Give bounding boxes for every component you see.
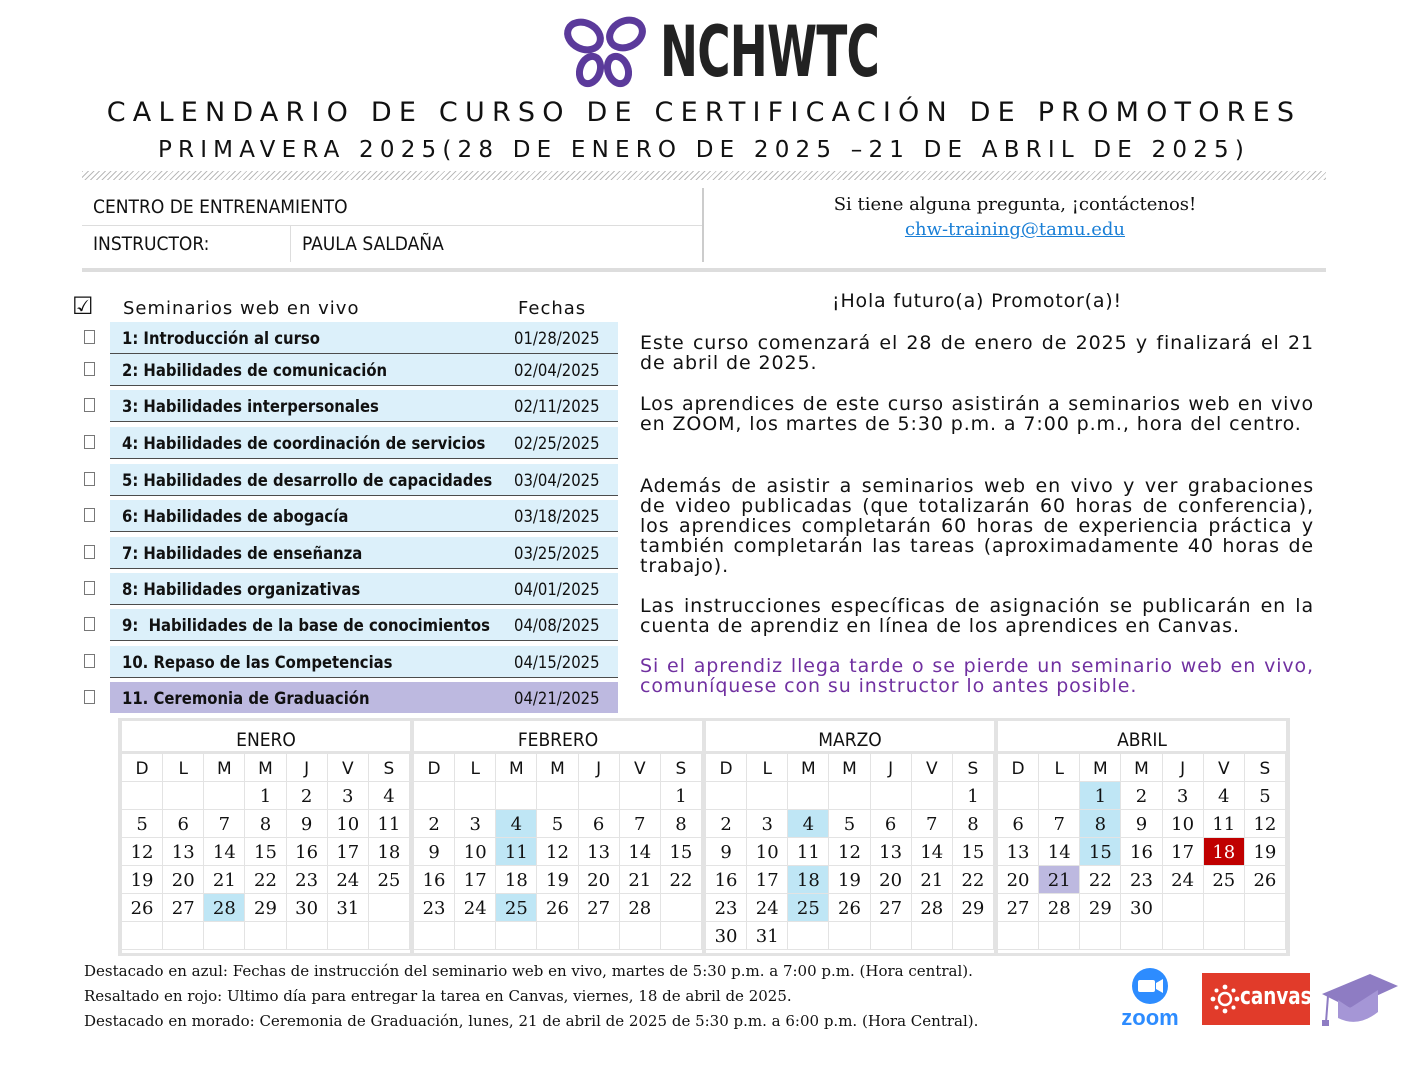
day-cell: 26: [829, 894, 870, 922]
seminar-name: 3: Habilidades interpersonales: [122, 397, 379, 416]
empty-day-cell: [204, 922, 245, 950]
day-cell: 8: [661, 810, 702, 838]
empty-day-cell: [369, 922, 410, 950]
weekday-header: J: [287, 754, 328, 782]
month-name: ABRIL: [998, 721, 1286, 754]
day-cell: 30: [1121, 894, 1162, 922]
day-cell: 18: [496, 866, 537, 894]
empty-day-cell: [579, 782, 620, 810]
day-cell: 5: [829, 810, 870, 838]
seminar-name: 1: Introducción al curso: [122, 329, 320, 348]
day-cell: 31: [747, 922, 788, 950]
day-cell: 28: [912, 894, 953, 922]
day-cell: 2: [287, 782, 328, 810]
day-cell: 25: [496, 894, 537, 922]
intro-paragraph-late-notice: Si el aprendiz llega tarde o se pierde un seminario web en vivo, comuníquese con su instructor lo antes posible.: [640, 655, 1314, 697]
empty-day-cell: [1039, 782, 1080, 810]
day-cell: 6: [871, 810, 912, 838]
seminar-checkbox[interactable]: [84, 330, 95, 344]
seminar-checkbox[interactable]: [84, 581, 95, 595]
day-cell: 15: [1080, 838, 1121, 866]
empty-day-cell: [163, 922, 204, 950]
empty-day-cell: [1245, 894, 1286, 922]
day-cell: 3: [328, 782, 369, 810]
seminar-name: 4: Habilidades de coordinación de servicios: [122, 434, 486, 453]
day-cell: 5: [1245, 782, 1286, 810]
month-calendar: [998, 721, 1286, 953]
empty-day-cell: [369, 894, 410, 922]
zoom-icon: [1114, 968, 1186, 1028]
day-cell: 19: [829, 866, 870, 894]
day-cell: 4: [496, 810, 537, 838]
month-grid: [414, 754, 702, 950]
canvas-icon: [1210, 984, 1240, 1014]
month-name: MARZO: [706, 721, 994, 754]
day-cell: 20: [163, 866, 204, 894]
weekday-header: M: [537, 754, 578, 782]
footnote-red: Resaltado en rojo: Ultimo día para entregar la tarea en Canvas, viernes, 18 de abril de 2025.: [84, 987, 792, 1005]
center-row: [82, 189, 702, 226]
intro-paragraph-4: Las instrucciones específicas de asignación se publicarán en la cuenta de aprendiz en línea de los aprendices en Canvas.: [640, 595, 1314, 637]
instructor-label: INSTRUCTOR:: [93, 233, 210, 255]
seminar-date: 02/04/2025: [514, 361, 600, 380]
weekday-header: D: [706, 754, 747, 782]
day-cell: 1: [661, 782, 702, 810]
day-cell: 27: [998, 894, 1039, 922]
empty-day-cell: [496, 922, 537, 950]
day-cell: 20: [871, 866, 912, 894]
butterfly-logo-icon: [560, 10, 660, 94]
day-cell: 25: [788, 894, 829, 922]
day-cell: 21: [912, 866, 953, 894]
empty-day-cell: [1121, 922, 1162, 950]
weekday-header: L: [163, 754, 204, 782]
day-cell: 9: [706, 838, 747, 866]
contact-email-link[interactable]: chw-training@tamu.edu: [904, 219, 1126, 240]
weekday-header: D: [998, 754, 1039, 782]
empty-day-cell: [747, 782, 788, 810]
empty-day-cell: [788, 922, 829, 950]
seminar-checkbox[interactable]: [84, 472, 95, 486]
day-cell: 18: [369, 838, 410, 866]
footnote-purple: Destacado en morado: Ceremonia de Graduación, lunes, 21 de abril de 2025 de 5:30 p.m. a 6:00 p.m. (Hora Central).: [84, 1012, 979, 1030]
empty-day-cell: [579, 922, 620, 950]
seminar-checkbox[interactable]: [84, 690, 95, 704]
day-cell: 15: [661, 838, 702, 866]
seminar-name: 5: Habilidades de desarrollo de capacidades: [122, 471, 493, 490]
day-cell: 24: [455, 894, 496, 922]
day-cell: 12: [829, 838, 870, 866]
day-cell: 12: [1245, 810, 1286, 838]
empty-day-cell: [661, 922, 702, 950]
seminar-date: 04/15/2025: [514, 653, 600, 672]
empty-day-cell: [661, 894, 702, 922]
day-cell: 10: [747, 838, 788, 866]
day-cell: 2: [414, 810, 455, 838]
day-cell: 13: [998, 838, 1039, 866]
day-cell: 19: [537, 866, 578, 894]
day-cell: 4: [788, 810, 829, 838]
empty-day-cell: [1163, 894, 1204, 922]
month-grid: [706, 754, 994, 950]
day-cell: 22: [953, 866, 994, 894]
day-cell: 22: [245, 866, 286, 894]
zoom-wordmark: zoom: [1121, 1005, 1179, 1028]
empty-day-cell: [1204, 894, 1245, 922]
weekday-header: M: [496, 754, 537, 782]
day-cell: 11: [788, 838, 829, 866]
empty-day-cell: [287, 922, 328, 950]
day-cell: 11: [496, 838, 537, 866]
info-table: [82, 188, 704, 262]
day-cell: 28: [204, 894, 245, 922]
weekday-header: S: [953, 754, 994, 782]
day-cell: 1: [245, 782, 286, 810]
empty-day-cell: [537, 922, 578, 950]
seminar-name: 6: Habilidades de abogacía: [122, 507, 349, 526]
day-cell: 11: [369, 810, 410, 838]
day-cell: 22: [661, 866, 702, 894]
day-cell: 10: [328, 810, 369, 838]
day-cell: 6: [163, 810, 204, 838]
seminar-checkbox[interactable]: [84, 617, 95, 631]
day-cell: 7: [204, 810, 245, 838]
day-cell: 12: [122, 838, 163, 866]
divider: [82, 268, 1326, 272]
day-cell: 31: [328, 894, 369, 922]
day-cell: 26: [537, 894, 578, 922]
day-cell: 16: [1121, 838, 1162, 866]
day-cell: 23: [706, 894, 747, 922]
day-cell: 21: [1039, 866, 1080, 894]
day-cell: 29: [953, 894, 994, 922]
month-calendar: [706, 721, 994, 953]
seminar-checkbox[interactable]: [84, 398, 95, 412]
seminar-row: [110, 609, 618, 641]
empty-day-cell: [788, 782, 829, 810]
day-cell: 14: [204, 838, 245, 866]
seminar-date: 04/01/2025: [514, 580, 600, 599]
day-cell: 17: [1163, 838, 1204, 866]
empty-day-cell: [122, 922, 163, 950]
day-cell: 3: [747, 810, 788, 838]
empty-day-cell: [455, 782, 496, 810]
zoom-logo: [1114, 968, 1186, 1028]
empty-day-cell: [455, 922, 496, 950]
seminar-checkbox[interactable]: [84, 362, 95, 376]
day-cell: 9: [414, 838, 455, 866]
weekday-header: M: [829, 754, 870, 782]
day-cell: 13: [871, 838, 912, 866]
seminar-checkbox[interactable]: [84, 545, 95, 559]
day-cell: 10: [455, 838, 496, 866]
page-title: CALENDARIO DE CURSO DE CERTIFICACIÓN DE PROMOTORES: [106, 97, 1302, 128]
seminar-date: 03/25/2025: [514, 544, 600, 563]
day-cell: 7: [1039, 810, 1080, 838]
day-cell: 25: [369, 866, 410, 894]
weekday-header: D: [414, 754, 455, 782]
weekday-header: M: [788, 754, 829, 782]
seminar-name: 10. Repaso de las Competencias: [122, 653, 393, 672]
day-cell: 14: [620, 838, 661, 866]
day-cell: 6: [579, 810, 620, 838]
day-cell: 8: [953, 810, 994, 838]
day-cell: 5: [537, 810, 578, 838]
day-cell: 28: [1039, 894, 1080, 922]
day-cell: 17: [455, 866, 496, 894]
page-subtitle: PRIMAVERA 2025(28 DE ENERO DE 2025 –21 DE ABRIL DE 2025): [157, 137, 1251, 163]
seminar-row: [110, 464, 618, 496]
day-cell: 19: [1245, 838, 1286, 866]
empty-day-cell: [912, 782, 953, 810]
seminar-row: [110, 500, 618, 532]
empty-day-cell: [1245, 922, 1286, 950]
day-cell: 1: [953, 782, 994, 810]
seminars-column-header: Seminarios web en vivo: [123, 298, 360, 319]
day-cell: 24: [328, 866, 369, 894]
day-cell: 26: [1245, 866, 1286, 894]
day-cell: 30: [287, 894, 328, 922]
day-cell: 24: [747, 894, 788, 922]
day-cell: 23: [1121, 866, 1162, 894]
contact-box: [706, 194, 1324, 240]
day-cell: 15: [245, 838, 286, 866]
day-cell: 1: [1080, 782, 1121, 810]
seminar-row: [110, 322, 618, 354]
seminar-checkbox[interactable]: [84, 654, 95, 668]
empty-day-cell: [912, 922, 953, 950]
day-cell: 23: [287, 866, 328, 894]
weekday-header: V: [1204, 754, 1245, 782]
weekday-header: S: [1245, 754, 1286, 782]
seminar-name: 11. Ceremonia de Graduación: [122, 689, 370, 708]
seminar-date: 03/18/2025: [514, 507, 600, 526]
day-cell: 20: [998, 866, 1039, 894]
footnote-blue: Destacado en azul: Fechas de instrucción del seminario web en vivo, martes de 5:30 p.m. a 7:00 p.m. (Hora central).: [84, 962, 973, 980]
greeting: ¡Hola futuro(a) Promotor(a)!: [832, 290, 1122, 312]
day-cell: 29: [1080, 894, 1121, 922]
day-cell: 16: [287, 838, 328, 866]
seminar-checkbox[interactable]: [84, 508, 95, 522]
seminar-date: 04/08/2025: [514, 616, 600, 635]
day-cell: 21: [620, 866, 661, 894]
day-cell: 27: [579, 894, 620, 922]
contact-text: Si tiene alguna pregunta, ¡contáctenos!: [833, 194, 1197, 215]
day-cell: 26: [122, 894, 163, 922]
day-cell: 2: [1121, 782, 1162, 810]
instructor-row: [82, 226, 702, 262]
day-cell: 4: [1204, 782, 1245, 810]
day-cell: 9: [287, 810, 328, 838]
day-cell: 13: [163, 838, 204, 866]
empty-day-cell: [245, 922, 286, 950]
seminar-row: [110, 427, 618, 459]
month-grid: [122, 754, 410, 950]
canvas-logo: [1202, 973, 1310, 1025]
empty-day-cell: [328, 922, 369, 950]
seminar-row: [110, 354, 618, 386]
weekday-header: J: [579, 754, 620, 782]
center-label: CENTRO DE ENTRENAMIENTO: [93, 196, 348, 218]
weekday-header: V: [912, 754, 953, 782]
graduation-cap-icon: [1318, 968, 1400, 1028]
empty-day-cell: [414, 922, 455, 950]
intro-paragraph-1: Este curso comenzará el 28 de enero de 2025 y finalizará el 21 de abril de 2025.: [640, 332, 1314, 374]
seminar-row: [110, 682, 618, 713]
empty-day-cell: [829, 922, 870, 950]
day-cell: 20: [579, 866, 620, 894]
day-cell: 19: [122, 866, 163, 894]
empty-day-cell: [953, 922, 994, 950]
seminar-date: 02/11/2025: [514, 397, 600, 416]
dates-column-header: Fechas: [518, 298, 587, 319]
month-calendar: [122, 721, 410, 953]
weekday-header: D: [122, 754, 163, 782]
seminar-name: 7: Habilidades de enseñanza: [122, 544, 363, 563]
empty-day-cell: [829, 782, 870, 810]
day-cell: 27: [871, 894, 912, 922]
day-cell: 27: [163, 894, 204, 922]
seminar-date: 02/25/2025: [514, 434, 600, 453]
day-cell: 7: [912, 810, 953, 838]
empty-day-cell: [1080, 922, 1121, 950]
logo-text: NCHWTC: [660, 11, 880, 93]
day-cell: 14: [1039, 838, 1080, 866]
empty-day-cell: [537, 782, 578, 810]
intro-paragraph-2: Los aprendices de este curso asistirán a seminarios web en vivo en ZOOM, los martes de 5:30 p.m. a 7:00 p.m., hora del centro.: [640, 393, 1314, 435]
hatched-divider: [82, 171, 1326, 180]
day-cell: 15: [953, 838, 994, 866]
month-name: FEBRERO: [414, 721, 702, 754]
day-cell: 10: [1163, 810, 1204, 838]
day-cell: 16: [706, 866, 747, 894]
seminar-row: [110, 646, 618, 678]
day-cell: 17: [747, 866, 788, 894]
seminar-row: [110, 537, 618, 569]
seminar-date: 03/04/2025: [514, 471, 600, 490]
day-cell: 22: [1080, 866, 1121, 894]
weekday-header: J: [1163, 754, 1204, 782]
calendar-panel: [118, 718, 1290, 956]
day-cell: 9: [1121, 810, 1162, 838]
instructor-name: PAULA SALDAÑA: [290, 226, 444, 262]
day-cell: 16: [414, 866, 455, 894]
day-cell: 28: [620, 894, 661, 922]
day-cell: 13: [579, 838, 620, 866]
weekday-header: S: [369, 754, 410, 782]
empty-day-cell: [496, 782, 537, 810]
seminar-checkbox[interactable]: [84, 435, 95, 449]
empty-day-cell: [871, 922, 912, 950]
day-cell: 6: [998, 810, 1039, 838]
day-cell: 18: [788, 866, 829, 894]
month-calendar: [414, 721, 702, 953]
day-cell: 11: [1204, 810, 1245, 838]
day-cell: 2: [706, 810, 747, 838]
empty-day-cell: [1204, 922, 1245, 950]
empty-day-cell: [163, 782, 204, 810]
day-cell: 24: [1163, 866, 1204, 894]
intro-paragraph-3: Además de asistir a seminarios web en vivo y ver grabaciones de video publicadas (que totalizarán 60 horas de conferencia), los aprendices completarán 60 horas de experiencia práctica y también completarán las tareas (aproximadamente 40 horas de trabajo).: [640, 475, 1314, 577]
month-name: ENERO: [122, 721, 410, 754]
weekday-header: L: [747, 754, 788, 782]
day-cell: 8: [1080, 810, 1121, 838]
seminar-date: 01/28/2025: [514, 329, 600, 348]
day-cell: 30: [706, 922, 747, 950]
empty-day-cell: [414, 782, 455, 810]
empty-day-cell: [204, 782, 245, 810]
empty-day-cell: [620, 782, 661, 810]
empty-day-cell: [998, 922, 1039, 950]
seminar-row: [110, 390, 618, 422]
day-cell: 3: [1163, 782, 1204, 810]
empty-day-cell: [998, 782, 1039, 810]
day-cell: 14: [912, 838, 953, 866]
empty-day-cell: [620, 922, 661, 950]
seminar-row: [110, 573, 618, 605]
empty-day-cell: [1039, 922, 1080, 950]
day-cell: 7: [620, 810, 661, 838]
canvas-wordmark: canvas: [1240, 982, 1312, 1010]
weekday-header: V: [620, 754, 661, 782]
empty-day-cell: [1163, 922, 1204, 950]
day-cell: 25: [1204, 866, 1245, 894]
weekday-header: M: [1121, 754, 1162, 782]
weekday-header: M: [204, 754, 245, 782]
weekday-header: L: [1039, 754, 1080, 782]
day-cell: 18: [1204, 838, 1245, 866]
checkbox-header-icon: ☑: [72, 292, 94, 320]
day-cell: 21: [204, 866, 245, 894]
day-cell: 3: [455, 810, 496, 838]
seminar-name: 9: Habilidades de la base de conocimientos: [122, 616, 490, 635]
weekday-header: J: [871, 754, 912, 782]
empty-day-cell: [871, 782, 912, 810]
weekday-header: L: [455, 754, 496, 782]
weekday-header: V: [328, 754, 369, 782]
weekday-header: M: [1080, 754, 1121, 782]
weekday-header: M: [245, 754, 286, 782]
day-cell: 5: [122, 810, 163, 838]
month-grid: [998, 754, 1286, 950]
day-cell: 4: [369, 782, 410, 810]
day-cell: 17: [328, 838, 369, 866]
day-cell: 12: [537, 838, 578, 866]
seminar-name: 8: Habilidades organizativas: [122, 580, 361, 599]
day-cell: 29: [245, 894, 286, 922]
day-cell: 23: [414, 894, 455, 922]
empty-day-cell: [122, 782, 163, 810]
seminar-name: 2: Habilidades de comunicación: [122, 361, 388, 380]
seminar-date: 04/21/2025: [514, 689, 600, 708]
empty-day-cell: [706, 782, 747, 810]
weekday-header: S: [661, 754, 702, 782]
day-cell: 8: [245, 810, 286, 838]
